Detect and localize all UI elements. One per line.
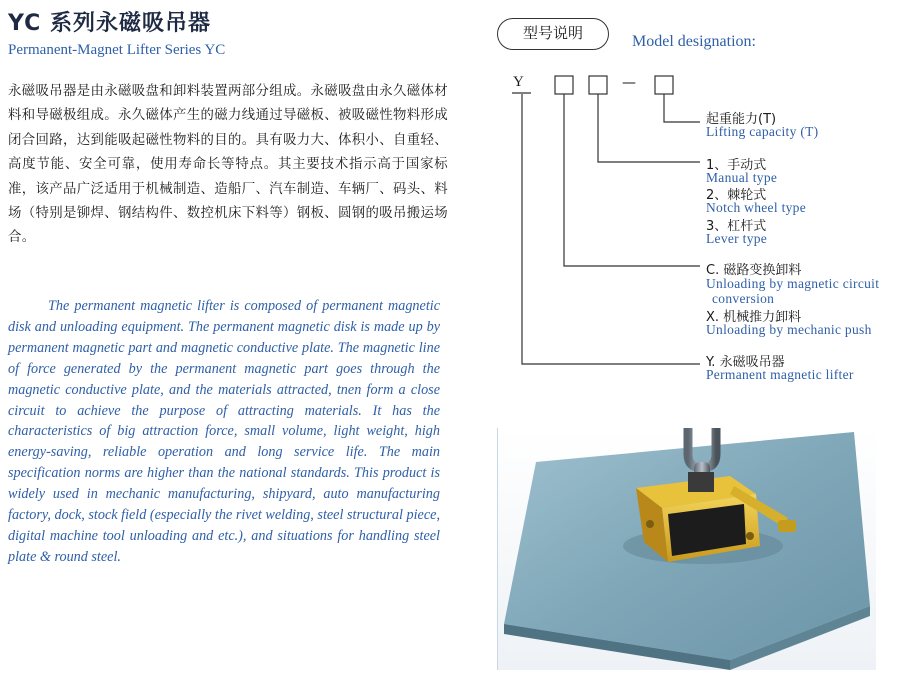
code-box-unloading: [555, 76, 573, 94]
intro-chinese-paragraph: 永磁吸吊器是由永磁吸盘和卸料装置两部分组成。永磁吸盘由永久磁体材料和导磁极组成。永久磁体产生的磁力线通过导磁板、被吸磁性物料形成闭合回路，达到能吸起磁性物料的目的。具有吸力大、体积小、自重轻、高度节能、安全可靠，使用寿命长等特点。其主要技术指示高于国家标准，该产品广泛适用于机械制造、造船厂、汽车制造、车辆厂、码头、料场（特别是铆焊、钢结构件、数控机床下料等）钢板、圆钢的吸吊搬运场合。: [8, 84, 448, 246]
code-box-capacity: [655, 76, 673, 94]
label-y-en: Permanent magnetic lifter: [706, 367, 854, 382]
label-lifting-en: Lifting capacity (T): [706, 124, 819, 139]
label-lever-zh: 3、杠杆式: [706, 219, 767, 234]
leader-prefix: [522, 94, 700, 364]
label-c-zh: C. 磁路变换卸料: [706, 263, 802, 278]
leader-unloading: [564, 94, 700, 266]
model-dash: —: [622, 75, 636, 91]
label-y-zh: Y. 永磁吸吊器: [706, 355, 785, 370]
label-lever-en: Lever type: [706, 231, 768, 246]
label-x-zh: X. 机械推力卸料: [706, 310, 802, 325]
label-lifting-zh: 起重能力(T): [706, 112, 777, 127]
label-c-en: Unloading by magnetic circuit: [706, 276, 880, 291]
page-title: YC 系列永磁吸吊器: [8, 11, 211, 36]
leader-capacity: [664, 94, 700, 122]
page-subtitle: Permanent-Magnet Lifter Series YC: [8, 42, 226, 58]
magnet-lifter-illustration: [498, 428, 876, 670]
code-box-operation: [589, 76, 607, 94]
label-manual-zh: 1、手动式: [706, 158, 767, 173]
model-designation-badge: 型号说明: [497, 18, 609, 50]
model-designation-title: Model designation:: [632, 33, 756, 50]
label-manual-en: Manual type: [706, 170, 778, 185]
product-photo: [497, 428, 876, 670]
leader-operation: [598, 94, 700, 162]
model-prefix-letter: Y: [513, 74, 524, 90]
label-c-en-cont: conversion: [712, 291, 775, 306]
intro-english-paragraph: The permanent magnetic lifter is composed of permanent magnetic disk and unloading equipment. The permanent magnetic disk is made up by permanent magnetic part and magnetic conductive plate. The magnetic line of force generated by the permanent magnetic part goes through the magnetic conductive plate, and the materials attracted, tnen form a close circuit to achieve the purpose of attracting materials. It has the characteristics of big attraction force, small volume, light weight, high energy-saving, reliable operation and long service life. The main specification norms are higher than the national standards. This product is widely used in mechanic manufacturing, shipyard, auto manufacturing factory, dock, stock field (especially the rivet welding, steel structural piece, digital machine tool unloading and etc.), and situations for handling steel plate & round steel.: [8, 298, 440, 565]
label-x-en: Unloading by mechanic push: [706, 322, 872, 337]
label-notch-zh: 2、棘轮式: [706, 188, 767, 203]
label-notch-en: Notch wheel type: [706, 200, 807, 215]
